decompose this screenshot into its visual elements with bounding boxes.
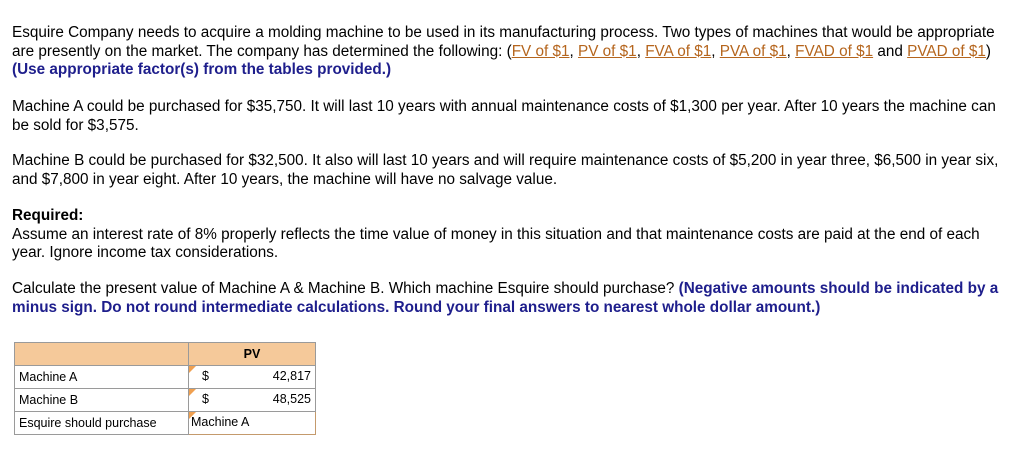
table-header-row [15, 343, 316, 366]
link-pva-of-1[interactable]: PVA of $1 [719, 42, 787, 60]
intro-text: Esquire Company needs to acquire a molding machine to be used in its manufacturing process. Two types of machines that would be appropriate are presently on the market. The company has determined the following: ( [12, 24, 995, 60]
pv-value: 42,817 [272, 369, 311, 383]
currency-symbol: $ [202, 369, 209, 383]
machine-b-paragraph: Machine B could be purchased for $32,500. It also will last 10 years and will require maintenance costs of $5,200 in year three, $6,500 in year six, and $7,800 in year eight. After 10 years, the machine will have no salvage value. [12, 152, 999, 188]
factor-instruction: (Use appropriate factor(s) from the tables provided.) [12, 61, 392, 78]
selected-machine: Machine A [191, 415, 250, 429]
separator: , [786, 42, 796, 60]
table-row [15, 412, 316, 435]
row-label: Machine B [15, 389, 189, 412]
separator: and [873, 42, 908, 60]
close-paren: ) [985, 42, 992, 60]
required-label: Required: [12, 207, 84, 224]
machine-a-pv-input[interactable] [189, 366, 316, 389]
link-fva-of-1[interactable]: FVA of $1 [645, 42, 712, 60]
purchase-choice-select[interactable] [189, 412, 316, 435]
required-paragraph [12, 207, 1012, 263]
required-text: Assume an interest rate of 8% properly reflects the time value of money in this situation and that maintenance costs are paid at the end of each year. Ignore income tax considerations. [12, 225, 980, 261]
machine-a-paragraph: Machine A could be purchased for $35,750. It will last 10 years with annual maintenance costs of $1,300 per year. After 10 years the machine can be sold for $3,575. [12, 98, 996, 134]
pv-value: 48,525 [272, 392, 311, 406]
question-instruction: (Negative amounts should be indicated by a minus sign. Do not round intermediate calculations. Round your final answers to nearest whole dollar amount.) [12, 280, 999, 316]
link-pvad-of-1[interactable]: PVAD of $1 [907, 42, 986, 60]
row-label: Machine A [15, 366, 189, 389]
link-pv-of-1[interactable]: PV of $1 [578, 42, 637, 60]
problem-intro-paragraph [12, 24, 1012, 80]
table-row [15, 389, 316, 412]
separator: , [569, 42, 579, 60]
answer-marker-icon [189, 366, 196, 373]
pv-answer-table [14, 342, 316, 435]
link-fvad-of-1[interactable]: FVAD of $1 [795, 42, 874, 60]
pv-column-header: PV [189, 343, 316, 366]
question-paragraph [12, 280, 1012, 317]
answer-marker-icon [189, 389, 196, 396]
separator: , [711, 42, 720, 60]
link-fv-of-1[interactable]: FV of $1 [511, 42, 570, 60]
separator: , [636, 42, 646, 60]
machine-b-pv-input[interactable] [189, 389, 316, 412]
header-blank-cell [15, 343, 189, 366]
question-text: Calculate the present value of Machine A & Machine B. Which machine Esquire should purchase? [12, 280, 675, 297]
currency-symbol: $ [202, 392, 209, 406]
table-row [15, 366, 316, 389]
row-label: Esquire should purchase [15, 412, 189, 435]
